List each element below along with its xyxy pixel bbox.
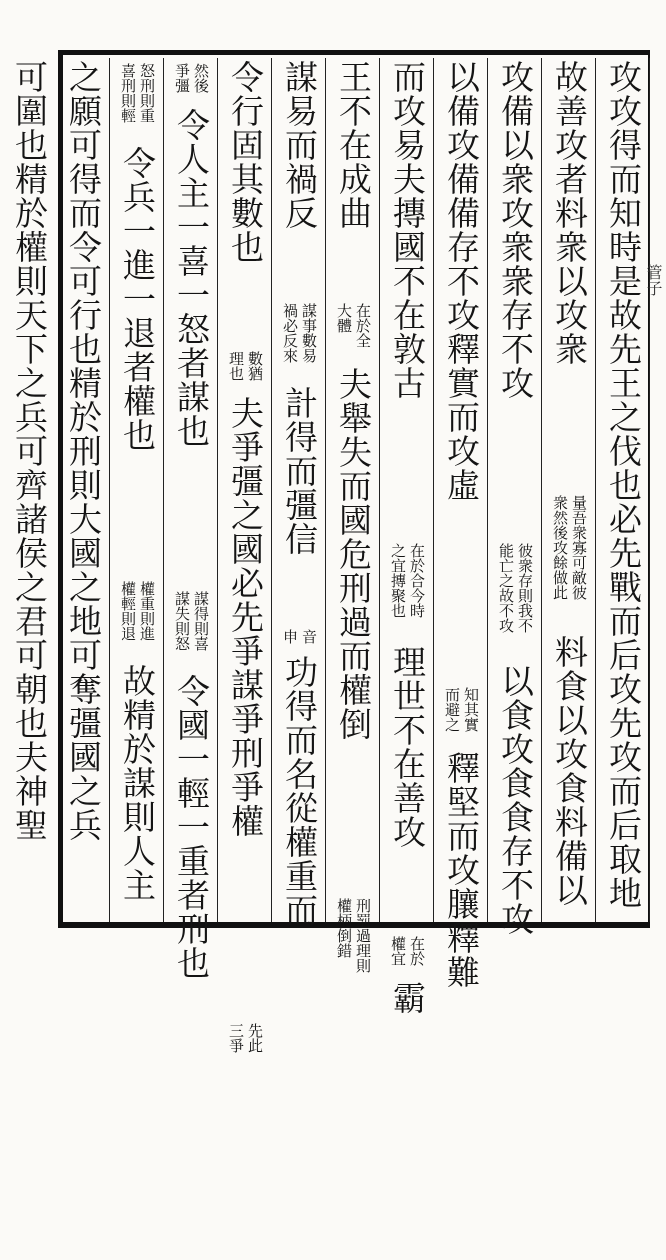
annotation-line: 爭彊: [173, 63, 191, 93]
interlinear-annotation: [272, 629, 326, 654]
annotation-line: 知其實: [462, 687, 480, 732]
annotation-line: 先此: [246, 1023, 264, 1053]
main-text: 以食攻食食存不攻: [496, 664, 535, 936]
annotation-line: 刑罰過理則: [354, 898, 372, 973]
text-column: [56, 58, 110, 922]
main-text: 謀易而禍反: [280, 60, 319, 230]
annotation-line: 怒刑則重: [138, 63, 156, 123]
annotation-line: 彼衆存則我不: [516, 543, 534, 633]
interlinear-annotation: [326, 898, 380, 999]
interlinear-annotation: [110, 63, 164, 145]
annotation-line: 音: [300, 629, 318, 644]
interlinear-annotation: [218, 351, 272, 395]
interlinear-annotation: [164, 63, 218, 107]
interlinear-annotation: [326, 303, 380, 366]
annotation-line: 謀事數易: [300, 303, 318, 363]
annotation-line: 三爭: [227, 1023, 245, 1053]
main-text: 令人主一喜一怒者謀也: [172, 108, 211, 448]
text-column: [434, 58, 488, 989]
interlinear-annotation: [164, 591, 218, 673]
annotation-line: 在於全: [354, 303, 372, 348]
text-column: [596, 58, 650, 922]
interlinear-annotation: [542, 495, 596, 634]
text-column: [542, 58, 596, 922]
main-text: 理世不在善攻: [388, 645, 427, 849]
text-column: [326, 58, 380, 973]
interlinear-annotation: [218, 1023, 272, 1067]
annotation-line: 權柄倒錯: [335, 898, 353, 958]
text-column: [380, 58, 434, 1015]
main-text: 故善攻者料衆以攻衆: [550, 60, 589, 366]
main-text: 令兵一進一退者權也: [118, 146, 157, 452]
main-text: 攻攻得而知時是故先王之伐也必先戰而后攻先攻而后取地: [604, 60, 643, 910]
main-text: 料食以攻食料備以: [550, 635, 589, 907]
main-text: 攻備以衆攻衆衆存不攻: [496, 60, 535, 400]
annotation-line: 在於合今時: [408, 543, 426, 618]
annotation-line: 而避之: [443, 687, 461, 732]
annotation-line: 權重則進: [138, 581, 156, 641]
main-text: 之願可得而令可行也精於刑則大國之地可奪彊國之兵: [64, 60, 103, 842]
annotation-line: 禍必反來: [281, 303, 299, 363]
main-text: 夫舉失而國危刑過而權倒: [334, 367, 373, 741]
annotation-line: 喜刑則輕: [119, 63, 137, 123]
main-text: 功得而名從權重而: [280, 655, 319, 927]
annotation-line: 權宜: [389, 936, 407, 966]
main-text: 而攻易夫摶國不在敦古: [388, 60, 427, 400]
interlinear-annotation: [110, 581, 164, 663]
text-column: [164, 58, 218, 980]
text-column: [218, 58, 272, 1053]
annotation-line: 能亡之故不攻: [497, 543, 515, 633]
interlinear-annotation: [488, 543, 542, 663]
main-text: 令行固其數也: [226, 60, 265, 264]
main-text: 釋堅而攻䑋釋難: [442, 751, 481, 989]
annotation-line: 量吾衆寡可敵彼: [570, 495, 588, 600]
annotation-line: 權輕則退: [119, 581, 137, 641]
interlinear-annotation: [434, 687, 488, 750]
annotation-line: 理也: [227, 351, 245, 381]
text-column: [488, 58, 542, 936]
annotation-line: 謀得則喜: [192, 591, 210, 651]
main-text: 夫爭彊之國必先爭謀爭刑爭權: [226, 396, 265, 838]
annotation-line: 然後: [192, 63, 210, 93]
annotation-line: 之宜摶聚也: [389, 543, 407, 618]
annotation-line: 數猶: [246, 351, 264, 381]
main-text: 令國一輕一重者刑也: [172, 674, 211, 980]
text-column: [110, 58, 164, 922]
margin-mark: 管子: [644, 264, 663, 296]
text-column: [272, 58, 326, 927]
interlinear-annotation: [272, 303, 326, 385]
main-text: 霸: [388, 981, 427, 1015]
text-column: [2, 58, 56, 922]
annotation-line: 衆然後攻餘做此: [551, 495, 569, 600]
annotation-line: 申: [281, 629, 299, 644]
main-text: 故精於謀則人主: [118, 664, 157, 902]
annotation-line: 謀失則怒: [173, 591, 191, 651]
interlinear-annotation: [380, 936, 434, 980]
annotation-line: 在於: [408, 936, 426, 966]
interlinear-annotation: [380, 543, 434, 644]
annotation-line: 大體: [335, 303, 353, 333]
main-text: 計得而彊信: [280, 386, 319, 556]
main-text: 可圍也精於權則天下之兵可齊諸侯之君可朝也夫神聖: [10, 60, 49, 842]
main-text: 以備攻備備存不攻釋實而攻虛: [442, 60, 481, 502]
main-text: 王不在成曲: [334, 60, 373, 230]
